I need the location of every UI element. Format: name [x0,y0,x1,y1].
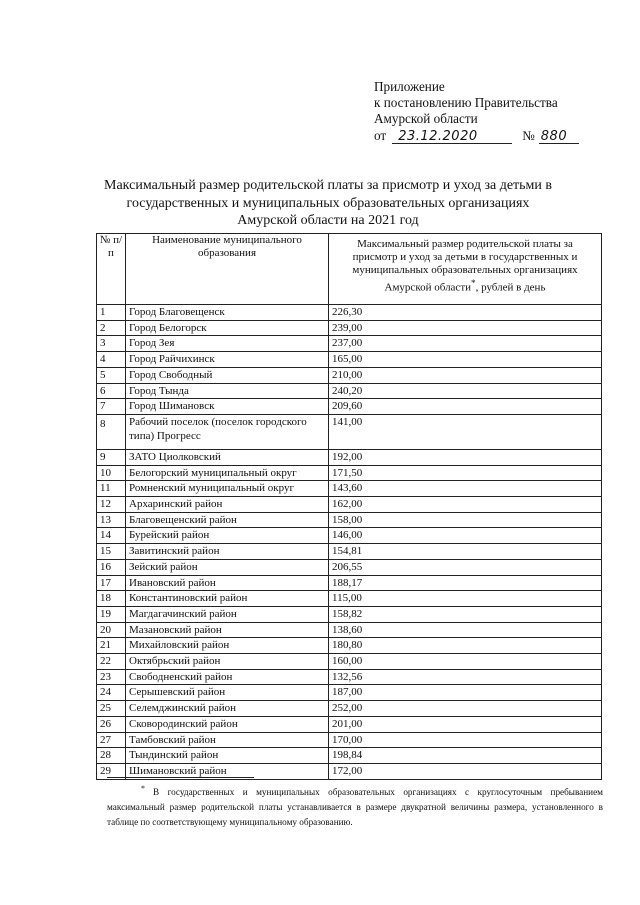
number-prefix: № [522,128,535,143]
row-fee-value: 206,55 [329,559,602,575]
footnote-mark: * [141,784,145,793]
table-row [97,528,602,544]
row-number: 23 [97,669,126,685]
header-value [329,234,602,305]
row-municipality: Константиновский район [126,591,329,607]
table-row [97,622,602,638]
row-fee-value: 240,20 [329,383,602,399]
row-municipality: Ивановский район [126,575,329,591]
row-fee-value: 239,00 [329,320,602,336]
row-municipality: Город Райчихинск [126,352,329,368]
table-body [97,305,602,780]
row-fee-value: 158,82 [329,606,602,622]
table-row [97,716,602,732]
row-fee-value: 209,60 [329,399,602,415]
row-municipality: Завитинский район [126,544,329,560]
row-number: 2 [97,320,126,336]
row-number: 28 [97,748,126,764]
table-row [97,367,602,383]
table-row [97,512,602,528]
header-value-suffix: , рублей в день [475,281,546,294]
row-number: 11 [97,481,126,497]
date-underline [392,129,512,144]
row-number: 26 [97,716,126,732]
row-municipality: Бурейский район [126,528,329,544]
row-number: 7 [97,399,126,415]
row-municipality: Город Благовещенск [126,305,329,321]
row-number: 25 [97,701,126,717]
appendix-title: Приложение [374,79,445,94]
row-municipality: Город Свободный [126,367,329,383]
row-municipality: Селемджинский район [126,701,329,717]
row-number: 17 [97,575,126,591]
row-fee-value: 172,00 [329,763,602,779]
row-fee-value: 158,00 [329,512,602,528]
table-row [97,399,602,415]
row-fee-value: 162,00 [329,497,602,513]
row-number: 4 [97,352,126,368]
row-municipality: Тамбовский район [126,732,329,748]
date-prefix: от [374,128,387,143]
row-fee-value: 132,56 [329,669,602,685]
row-number: 13 [97,512,126,528]
table-row [97,732,602,748]
fee-table [96,233,602,780]
row-municipality: Город Зея [126,336,329,352]
number-underline [539,129,579,144]
row-municipality: Свободненский район [126,669,329,685]
row-number: 21 [97,638,126,654]
row-number: 27 [97,732,126,748]
table-row [97,591,602,607]
row-number: 8 [97,414,126,449]
row-municipality: Ромненский муниципальный округ [126,481,329,497]
title-line-3: Амурской области на 2021 год [237,213,419,228]
row-municipality: Зейский район [126,559,329,575]
row-fee-value: 252,00 [329,701,602,717]
row-fee-value: 138,60 [329,622,602,638]
title-line-1: Максимальный размер родительской платы за присмотр и уход за детьми в [104,178,552,193]
handwritten-number: 880 [540,129,568,144]
row-municipality: Благовещенский район [126,512,329,528]
row-municipality: Рабочий поселок (поселок городского типа) Прогресс [126,414,329,449]
row-number: 3 [97,336,126,352]
appendix-decree-ref: к постановлению Правительства [374,95,558,110]
row-municipality: Город Белогорск [126,320,329,336]
header-number: № п/п [97,234,126,305]
row-fee-value: 146,00 [329,528,602,544]
row-municipality: ЗАТО Циолковский [126,449,329,465]
table-row [97,305,602,321]
footnote-text: В государственных и муниципальных образовательных организациях с круглосуточным пребыванием максимальный размер родительской платы устанавливается в размере двукратной величины размера, установленного в таблице по соответствующему муниципальному образованию. [107,787,603,828]
table-header-row [97,234,602,305]
row-number: 18 [97,591,126,607]
row-municipality: Шимановский район [126,763,329,779]
header-value-text: Максимальный размер родительской платы за присмотр и уход за детьми в государственных и муниципальных образовательных организациях Амурской области [352,238,578,294]
table-row [97,383,602,399]
table-row [97,481,602,497]
row-fee-value: 180,80 [329,638,602,654]
row-number: 10 [97,465,126,481]
row-municipality: Серышевский район [126,685,329,701]
row-municipality: Город Шимановск [126,399,329,415]
row-fee-value: 160,00 [329,654,602,670]
row-fee-value: 115,00 [329,591,602,607]
row-fee-value: 143,60 [329,481,602,497]
row-municipality: Город Тында [126,383,329,399]
row-number: 20 [97,622,126,638]
table-row [97,685,602,701]
row-fee-value: 170,00 [329,732,602,748]
row-fee-value: 198,84 [329,748,602,764]
row-municipality: Магдагачинский район [126,606,329,622]
row-fee-value: 154,81 [329,544,602,560]
row-municipality: Архаринский район [126,497,329,513]
row-fee-value: 171,50 [329,465,602,481]
row-municipality: Михайловский район [126,638,329,654]
row-municipality: Мазановский район [126,622,329,638]
table-row [97,497,602,513]
footnote-separator [107,777,254,778]
row-number: 19 [97,606,126,622]
row-fee-value: 192,00 [329,449,602,465]
table-row [97,352,602,368]
row-number: 15 [97,544,126,560]
table-row [97,449,602,465]
handwritten-date: 23.12.2020 [398,129,478,144]
appendix-region: Амурской области [374,111,478,126]
row-municipality: Тындинский район [126,748,329,764]
table-row [97,654,602,670]
row-number: 24 [97,685,126,701]
table-row [97,701,602,717]
row-fee-value: 210,00 [329,367,602,383]
row-fee-value: 187,00 [329,685,602,701]
header-value-footnote-mark: * [471,278,476,288]
table-row [97,336,602,352]
table-row [97,414,602,449]
row-number: 6 [97,383,126,399]
row-number: 9 [97,449,126,465]
row-municipality: Белогорский муниципальный округ [126,465,329,481]
row-number: 12 [97,497,126,513]
row-fee-value: 188,17 [329,575,602,591]
row-number: 5 [97,367,126,383]
row-municipality: Октябрьский район [126,654,329,670]
row-number: 14 [97,528,126,544]
table-row [97,638,602,654]
table-row [97,669,602,685]
document-title [95,177,561,230]
table-row [97,465,602,481]
row-number: 16 [97,559,126,575]
row-number: 1 [97,305,126,321]
table-row [97,320,602,336]
appendix-date-number [374,128,579,144]
table-row [97,559,602,575]
title-line-2: государственных и муниципальных образовательных организациях [126,195,530,211]
row-fee-value: 226,30 [329,305,602,321]
header-name: Наименование муниципального образования [126,234,329,305]
appendix-block [374,79,579,144]
row-fee-value: 141,00 [329,414,602,449]
table-row [97,748,602,764]
row-fee-value: 201,00 [329,716,602,732]
row-fee-value: 165,00 [329,352,602,368]
footnote [107,781,603,830]
table-row [97,575,602,591]
row-fee-value: 237,00 [329,336,602,352]
table-row [97,544,602,560]
row-number: 22 [97,654,126,670]
row-number: 29 [97,763,126,779]
row-municipality: Сковородинский район [126,716,329,732]
table-row [97,606,602,622]
